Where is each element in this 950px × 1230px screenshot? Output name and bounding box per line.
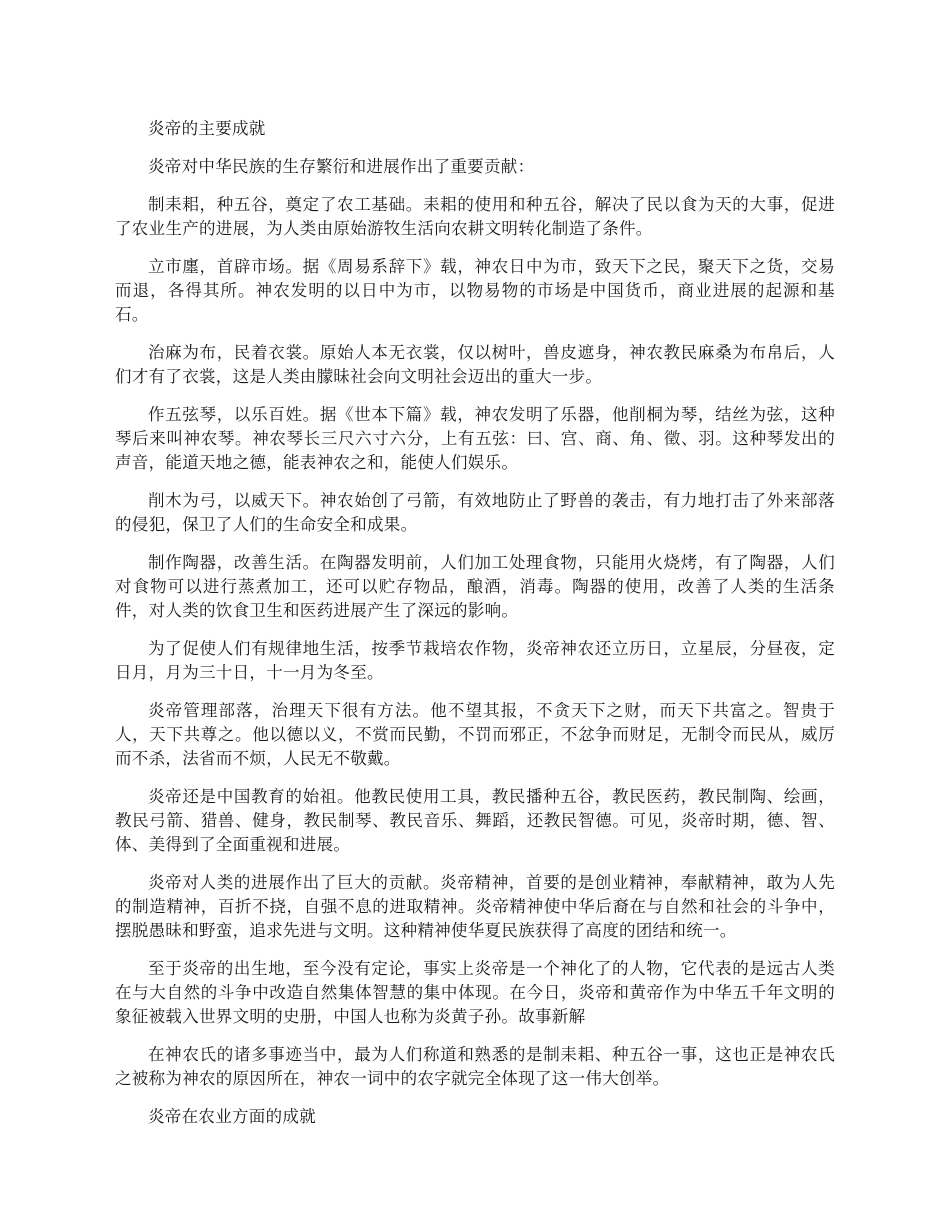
paragraph-shennong: 在神农氏的诸多事迹当中，最为人们称道和熟悉的是制耒耜、种五谷一事，这也正是神农氏之被称为神农的原因所在，神农一词中的农字就完全体现了这一伟大创举。 (115, 1045, 835, 1088)
document-body (115, 117, 835, 1143)
paragraph-market: 立市廛，首辟市场。据《周易系辞下》载，神农日中为市，致天下之民，聚天下之货，交易而退，各得其所。神农发明的以日中为市，以物易物的市场是中国货币，商业进展的起源和基石。 (115, 257, 835, 324)
section-heading: 炎帝的主要成就 (148, 119, 266, 138)
paragraph-birthplace: 至于炎帝的出生地，至今没有定论，事实上炎帝是一个神化了的人物，它代表的是远古人类在与大自然的斗争中改造自然集体智慧的集中体现。在今日，炎帝和黄帝作为中华五千年文明的象征被载入世界文明的史册，中国人也称为炎黄子孙。故事新解 (115, 959, 835, 1026)
paragraph-farming: 制耒耜，种五谷，奠定了农工基础。耒耜的使用和种五谷，解决了民以食为天的大事，促进了农业生产的进展，为人类由原始游牧生活向农耕文明转化制造了条件。 (115, 195, 835, 238)
paragraph-clothing: 治麻为布，民着衣裳。原始人本无衣裳，仅以树叶，兽皮遮身，神农教民麻桑为布帛后，人们才有了衣裳，这是人类由朦昧社会向文明社会迈出的重大一步。 (115, 343, 835, 386)
paragraph-bow: 削木为弓，以威天下。神农始创了弓箭，有效地防止了野兽的袭击，有力地打击了外来部落的侵犯，保卫了人们的生命安全和成果。 (115, 491, 835, 534)
paragraph-governance: 炎帝管理部落，治理天下很有方法。他不望其报，不贪天下之财，而天下共富之。智贵于人，天下共尊之。他以德以义，不赏而民勤，不罚而邪正，不忿争而财足，无制令而民从，威厉而不杀，法省而不烦，人民无不敬戴。 (115, 701, 835, 768)
paragraph-zither: 作五弦琴，以乐百姓。据《世本下篇》载，神农发明了乐器，他削桐为琴，结丝为弦，这种琴后来叫神农琴。神农琴长三尺六寸六分，上有五弦：曰、宫、商、角、徵、羽。这种琴发出的声音，能道天地之德，能表神农之和，能使人们娱乐。 (115, 405, 835, 472)
paragraph-calendar: 为了促使人们有规律地生活，按季节栽培农作物，炎帝神农还立历日，立星辰，分昼夜，定日月，月为三十日，十一月为冬至。 (115, 639, 835, 682)
section-heading-agriculture: 炎帝在农业方面的成就 (148, 1107, 316, 1126)
paragraph-pottery: 制作陶器，改善生活。在陶器发明前，人们加工处理食物，只能用火烧烤，有了陶器，人们对食物可以进行蒸煮加工，还可以贮存物品，酿酒，消毒。陶器的使用，改善了人类的生活条件，对人类的饮食卫生和医药进展产生了深远的影响。 (115, 553, 835, 620)
paragraph-spirit: 炎帝对人类的进展作出了巨大的贡献。炎帝精神，首要的是创业精神，奉献精神，敢为人先的制造精神，百折不挠，自强不息的进取精神。炎帝精神使中华后裔在与自然和社会的斗争中，摆脱愚昧和野蛮，追求先进与文明。这种精神使华夏民族获得了高度的团结和统一。 (115, 873, 835, 940)
intro-paragraph: 炎帝对中华民族的生存繁衍和进展作出了重要贡献： (148, 157, 535, 176)
paragraph-education: 炎帝还是中国教育的始祖。他教民使用工具，教民播种五谷，教民医药，教民制陶、绘画，教民弓箭、猎兽、健身，教民制琴、教民音乐、舞蹈，还教民智德。可见，炎帝时期，德、智、体、美得到了全面重视和进展。 (115, 787, 835, 854)
